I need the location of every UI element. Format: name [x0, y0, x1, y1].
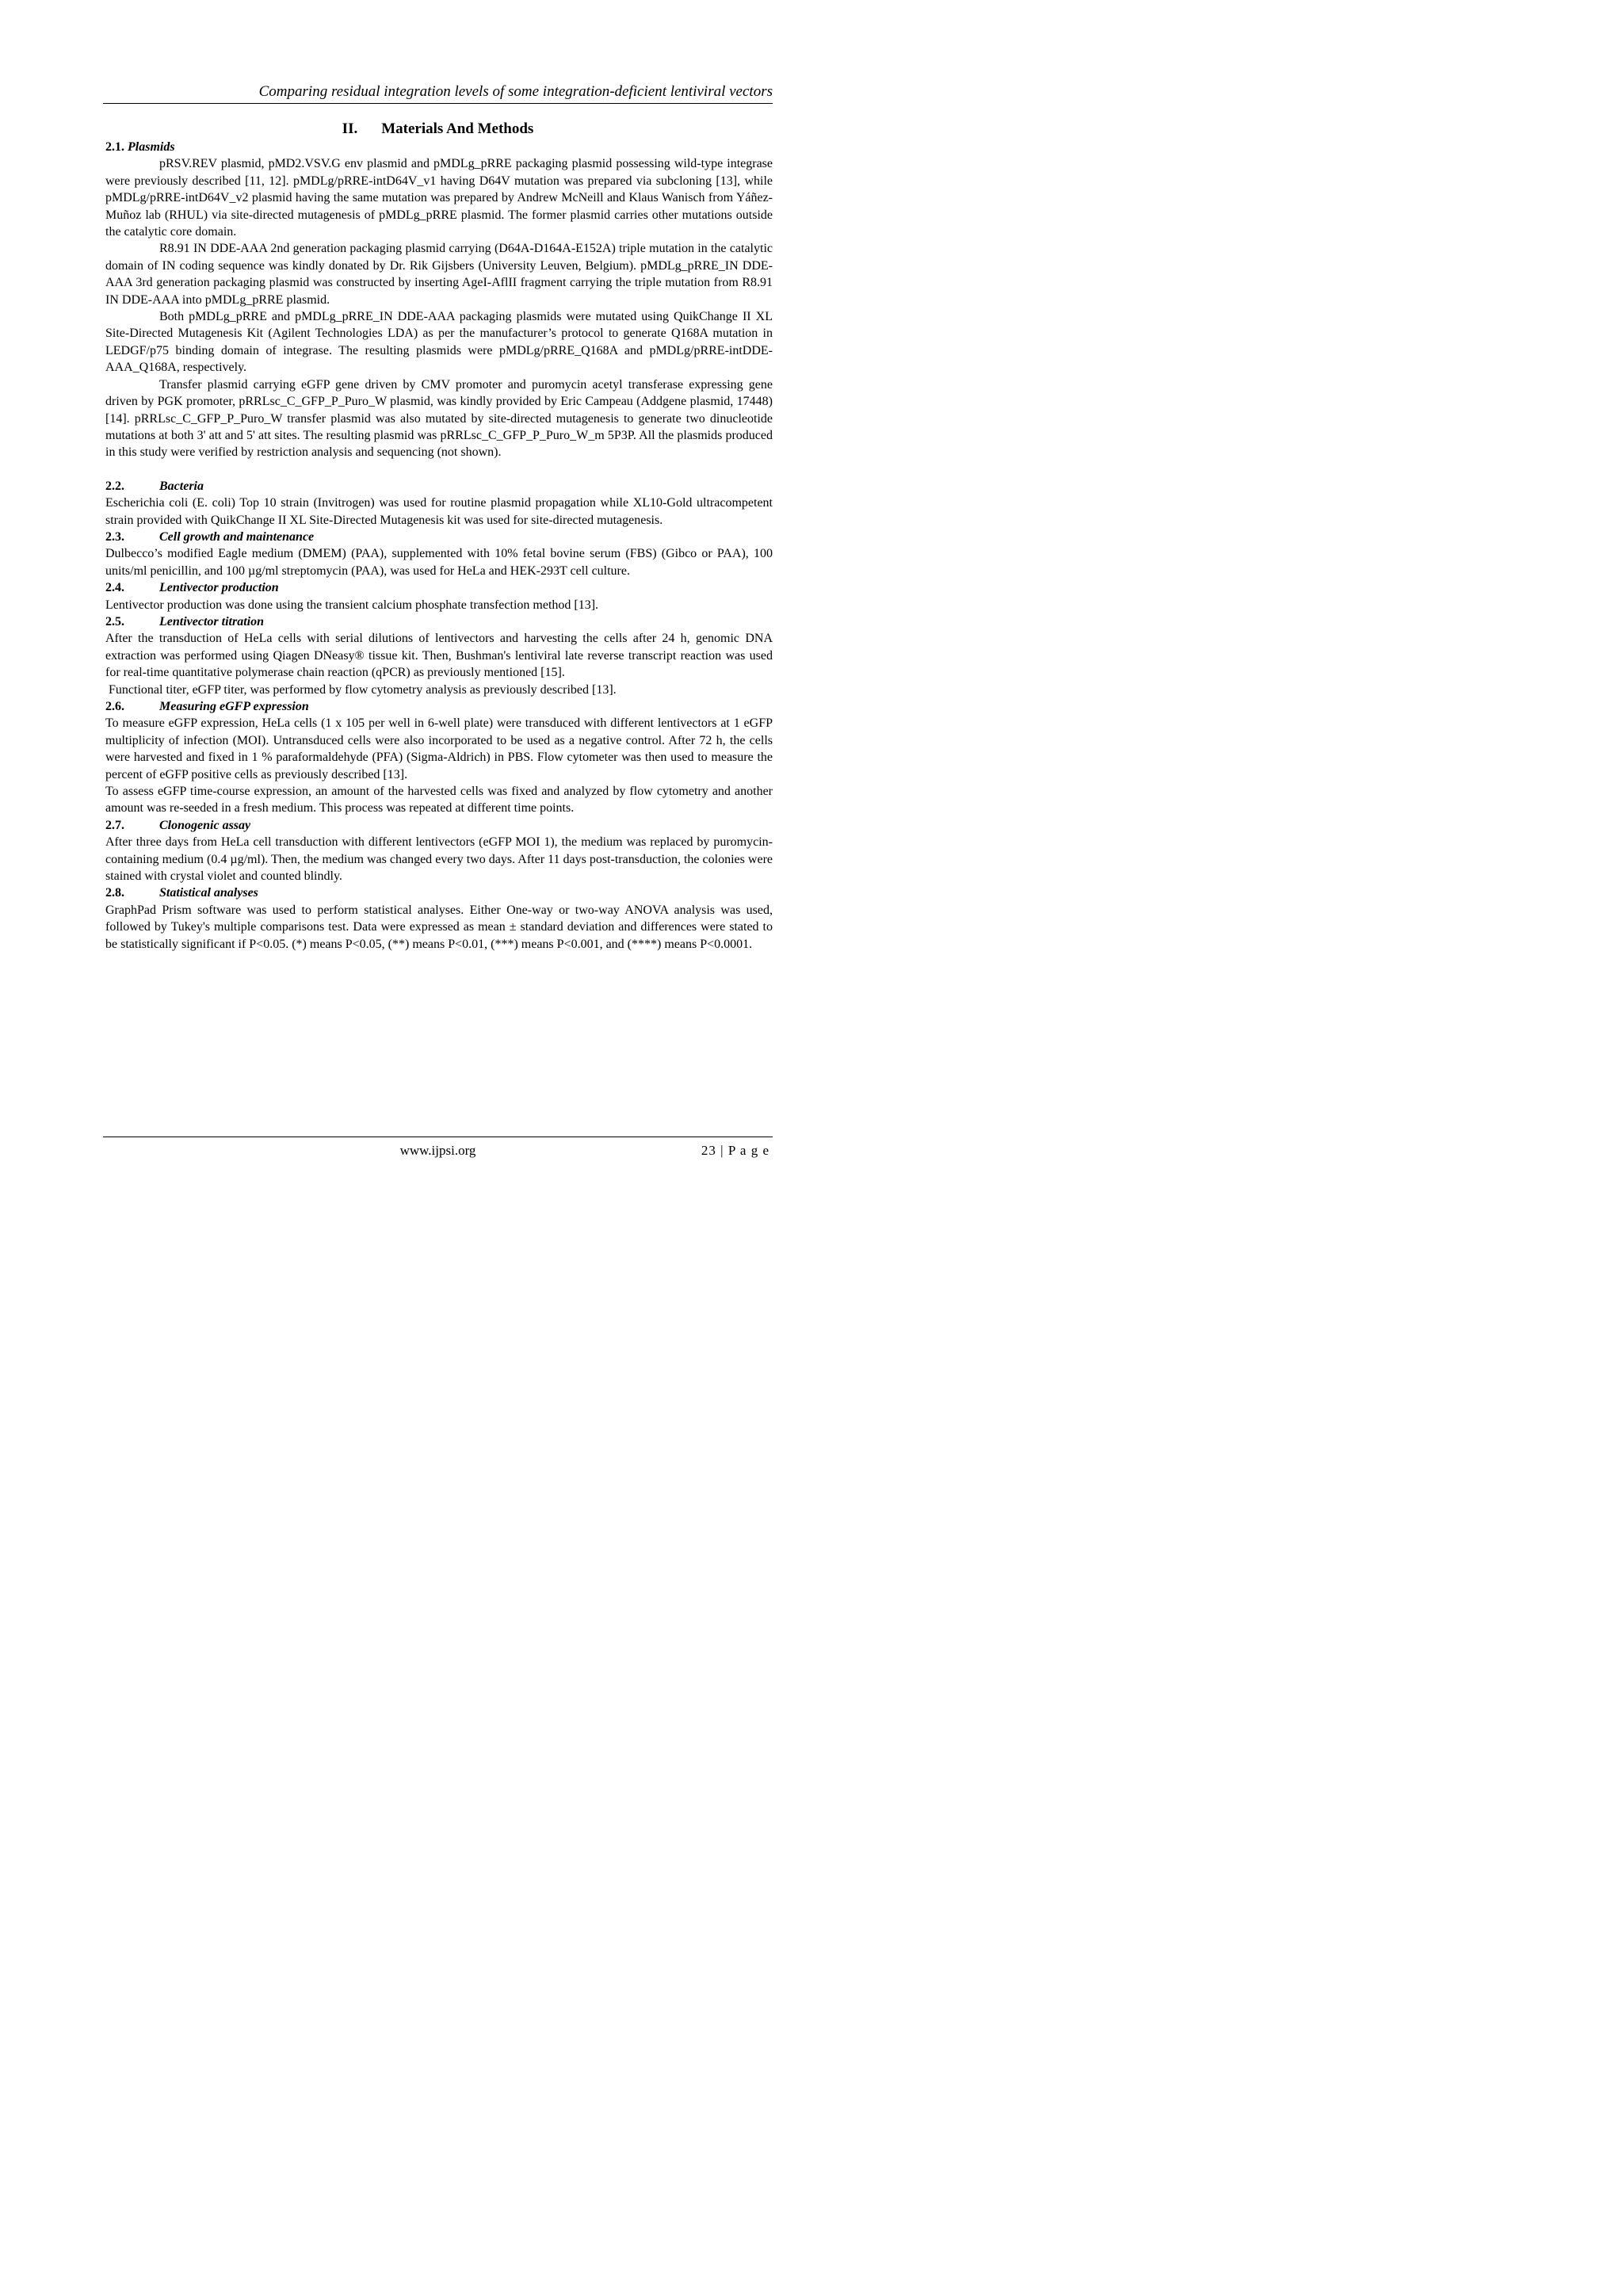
subsection-heading-egfp-expression — [105, 698, 773, 715]
subsection-title: Plasmids — [128, 140, 175, 154]
subsection-heading-clonogenic-assay — [105, 817, 773, 834]
page-number: 23 | P a g e — [701, 1143, 769, 1158]
subsection-heading-plasmids — [105, 139, 773, 155]
subsection-heading-cell-growth — [105, 529, 773, 545]
paragraph: To measure eGFP expression, HeLa cells (1 x 105 per well in 6-well plate) were transduced with different lentivectors at 1 eGFP multiplicity of infection (MOI). Untransduced cells were also incorporated to be used as a negative control. After 72 h, the cells were harvested and fixed in 1 % paraformaldehyde (PFA) (Sigma-Aldrich) in PBS. Flow cytometer was then used to measure the percent of eGFP positive cells as previously described [13]. — [105, 716, 773, 781]
article-body — [105, 139, 773, 953]
header-divider — [103, 103, 773, 104]
paragraph: Both pMDLg_pRRE and pMDLg_pRRE_IN DDE-AAA packaging plasmids were mutated using QuikChange II XL Site-Directed Mutagenesis Kit (Agilent Technologies LDA) as per the manufacturer’s protocol to generate Q168A mutation in LEDGF/p75 binding domain of integrase. The resulting plasmids were pMDLg/pRRE_Q168A and pMDLg/pRRE-intDDE-AAA_Q168A, respectively. — [105, 310, 773, 375]
paragraph: Lentivector production was done using the transient calcium phosphate transfection method [13]. — [105, 598, 599, 612]
paragraph: Transfer plasmid carrying eGFP gene driven by CMV promoter and puromycin acetyl transferase expressing gene driven by PGK promoter, pRRLsc_C_GFP_P_Puro_W plasmid, was kindly provided by Eric Campeau (Addgene plasmid, 17448) [14]. pRRLsc_C_GFP_P_Puro_W transfer plasmid was also mutated by site-directed mutagenesis to generate two dinucleotide mutations at both 3' att and 5' att sites. The resulting plasmid was pRRLsc_C_GFP_P_Puro_W_m 5P3P. All the plasmids produced in this study were verified by restriction analysis and sequencing (not shown). — [105, 377, 773, 460]
paragraph: pRSV.REV plasmid, pMD2.VSV.G env plasmid and pMDLg_pRRE packaging plasmid possessing wild-type integrase were previously described [11, 12]. pMDLg/pRRE-intD64V_v1 having D64V mutation was prepared via subcloning [13], while pMDLg/pRRE-intD64V_v2 plasmid having the same mutation was prepared by Andrew McNeill and Klaus Wanisch from Yáñez-Muñoz lab (RHUL) via site-directed mutagenesis of pMDLg_pRRE plasmid. The former plasmid carries other mutations outside the catalytic core domain. — [105, 157, 773, 239]
paragraph: To assess eGFP time-course expression, an amount of the harvested cells was fixed and analyzed by flow cytometry and another amount was re-seeded in a fresh medium. This process was repeated at different time points. — [105, 785, 773, 816]
subsection-title: Lentivector production — [159, 581, 279, 595]
subsection-number: 2.1. — [105, 140, 124, 154]
subsection-heading-bacteria — [105, 478, 773, 495]
spacer — [105, 461, 773, 478]
subsection-number: 2.2. — [105, 479, 124, 493]
subsection-title: Measuring eGFP expression — [159, 700, 309, 713]
subsection-number: 2.7. — [105, 818, 124, 832]
subsection-heading-statistical-analyses — [105, 884, 773, 901]
paragraph: Functional titer, eGFP titer, was performed by flow cytometry analysis as previously described [13]. — [109, 682, 617, 697]
paragraph: Escherichia coli (E. coli) Top 10 strain (Invitrogen) was used for routine plasmid propagation while XL10-Gold ultracompetent strain provided with QuikChange II XL Site-Directed Mutagenesis kit was used for site-directed mutagenesis. — [105, 496, 773, 527]
subsection-number: 2.4. — [105, 581, 124, 595]
section-title: Materials And Methods — [381, 120, 534, 137]
footer-url: www.ijpsi.org — [399, 1143, 476, 1158]
running-header-title: Comparing residual integration levels of some integration-deficient lentiviral vectors — [258, 83, 773, 100]
subsection-heading-lentivector-titration — [105, 613, 773, 630]
section-heading — [103, 120, 773, 139]
subsection-number: 2.6. — [105, 700, 124, 713]
paragraph: After the transduction of HeLa cells with serial dilutions of lentivectors and harvesting the cells after 24 h, genomic DNA extraction was performed using Qiagen DNeasy® tissue kit. Then, Bushman's lentiviral late reverse transcript reaction was used for real-time quantitative polymerase chain reaction (qPCR) as previously mentioned [15]. — [105, 632, 773, 680]
subsection-heading-lentivector-production — [105, 579, 773, 596]
subsection-title: Clonogenic assay — [159, 818, 251, 832]
paragraph: R8.91 IN DDE-AAA 2nd generation packaging plasmid carrying (D64A-D164A-E152A) triple mutation in the catalytic domain of IN coding sequence was kindly donated by Dr. Rik Gijsbers (University Leuven, Belgium). pMDLg_pRRE_IN DDE-AAA 3rd generation packaging plasmid was constructed by inserting AgeI-AflII fragment carrying the triple mutation from R8.91 IN DDE-AAA into pMDLg_pRRE plasmid. — [105, 242, 773, 307]
paragraph: After three days from HeLa cell transduction with different lentivectors (eGFP MOI 1), the medium was replaced by puromycin-containing medium (0.4 µg/ml). Then, the medium was changed every two days. After 11 days post-transduction, the colonies were stained with crystal violet and counted blindly. — [105, 835, 773, 884]
subsection-number: 2.8. — [105, 886, 124, 900]
subsection-title: Statistical analyses — [159, 886, 258, 900]
subsection-title: Cell growth and maintenance — [159, 529, 315, 544]
paragraph: Dulbecco’s modified Eagle medium (DMEM) (PAA), supplemented with 10% fetal bovine serum (FBS) (Gibco or PAA), 100 units/ml penicillin, and 100 µg/ml streptomycin (PAA), was used for HeLa and HEK-293T cell culture. — [105, 547, 773, 578]
subsection-number: 2.5. — [105, 614, 124, 628]
section-number: II. — [342, 120, 358, 137]
paragraph: GraphPad Prism software was used to perform statistical analyses. Either One-way or two-way ANOVA analysis was used, followed by Tukey's multiple comparisons test. Data were expressed as mean ± standard deviation and differences were stated to be statistically significant if P<0.05. (*) means P<0.05, (**) means P<0.01, (***) means P<0.001, and (****) means P<0.0001. — [105, 903, 773, 951]
subsection-number: 2.3. — [105, 529, 124, 544]
subsection-title: Lentivector titration — [159, 614, 264, 628]
subsection-title: Bacteria — [159, 479, 204, 493]
